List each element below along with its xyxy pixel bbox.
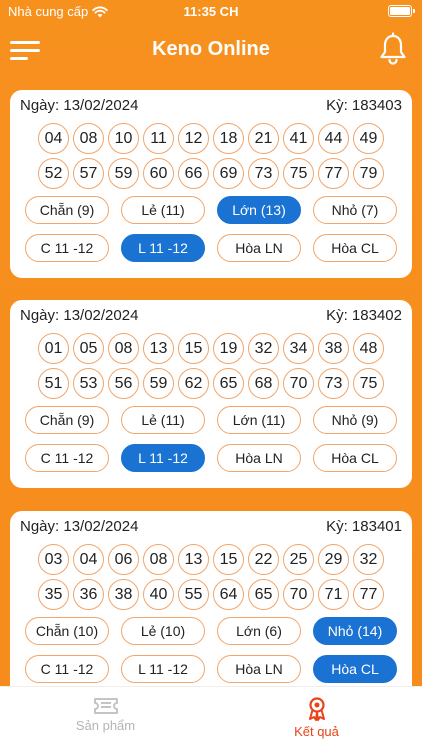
number-row <box>10 333 412 364</box>
number-ball: 04 <box>38 123 69 154</box>
stat-pill[interactable]: Hòa CL <box>313 234 397 262</box>
result-card <box>10 90 412 278</box>
nav-bar <box>0 28 422 74</box>
tab-results[interactable] <box>211 687 422 750</box>
stat-pill[interactable]: Lớn (13) <box>217 196 301 224</box>
stat-pill[interactable]: L 11 -12 <box>121 234 205 262</box>
number-ball: 53 <box>73 368 104 399</box>
number-ball: 65 <box>248 579 279 610</box>
stat-row <box>10 444 412 472</box>
stat-pill[interactable]: Hòa LN <box>217 655 301 683</box>
status-time: 11:35 CH <box>183 4 239 19</box>
number-ball: 51 <box>38 368 69 399</box>
result-card <box>10 300 412 488</box>
number-row <box>10 579 412 610</box>
card-header <box>20 307 402 324</box>
draw-date: Ngày: 13/02/2024 <box>20 518 139 535</box>
stat-pill[interactable]: Lớn (11) <box>217 406 301 434</box>
carrier-label: Nhà cung cấp <box>8 4 89 19</box>
number-ball: 70 <box>283 579 314 610</box>
stat-row <box>10 655 412 683</box>
number-ball: 57 <box>73 158 104 189</box>
draw-date: Ngày: 13/02/2024 <box>20 97 139 114</box>
number-ball: 68 <box>248 368 279 399</box>
number-ball: 65 <box>213 368 244 399</box>
number-ball: 05 <box>73 333 104 364</box>
number-ball: 69 <box>213 158 244 189</box>
draw-id: Kỳ: 183402 <box>326 307 402 324</box>
number-ball: 40 <box>143 579 174 610</box>
number-row <box>10 158 412 189</box>
stat-pill[interactable]: Nhỏ (9) <box>313 406 397 434</box>
result-card <box>10 511 412 699</box>
tab-products-label: Sản phẩm <box>75 718 136 733</box>
stat-pill[interactable]: Lẻ (11) <box>121 196 205 224</box>
number-row <box>10 123 412 154</box>
number-ball: 62 <box>178 368 209 399</box>
number-ball: 15 <box>213 544 244 575</box>
number-ball: 32 <box>248 333 279 364</box>
number-ball: 29 <box>318 544 349 575</box>
number-ball: 44 <box>318 123 349 154</box>
stat-pill[interactable]: Chẵn (9) <box>25 196 109 224</box>
number-ball: 15 <box>178 333 209 364</box>
number-ball: 13 <box>143 333 174 364</box>
award-icon <box>306 697 328 721</box>
number-ball: 19 <box>213 333 244 364</box>
draw-date: Ngày: 13/02/2024 <box>20 307 139 324</box>
number-ball: 73 <box>318 368 349 399</box>
stat-pill[interactable]: Lẻ (11) <box>121 406 205 434</box>
stat-pill[interactable]: L 11 -12 <box>121 655 205 683</box>
ticket-icon <box>93 697 119 715</box>
number-ball: 41 <box>283 123 314 154</box>
stat-pill[interactable]: Lẻ (10) <box>121 617 205 645</box>
number-ball: 59 <box>108 158 139 189</box>
number-ball: 77 <box>353 579 384 610</box>
number-ball: 01 <box>38 333 69 364</box>
stat-pill[interactable]: Lớn (6) <box>217 617 301 645</box>
number-ball: 08 <box>108 333 139 364</box>
number-ball: 10 <box>108 123 139 154</box>
stat-pill[interactable]: Hòa CL <box>313 655 397 683</box>
number-ball: 08 <box>73 123 104 154</box>
stat-row <box>10 234 412 262</box>
number-ball: 48 <box>353 333 384 364</box>
number-ball: 75 <box>283 158 314 189</box>
number-ball: 77 <box>318 158 349 189</box>
number-ball: 38 <box>108 579 139 610</box>
stat-pill[interactable]: Hòa LN <box>217 234 301 262</box>
stat-pill[interactable]: Nhỏ (7) <box>313 196 397 224</box>
number-ball: 06 <box>108 544 139 575</box>
page-title: Keno Online <box>152 38 270 60</box>
number-ball: 04 <box>73 544 104 575</box>
number-ball: 13 <box>178 544 209 575</box>
stat-pill[interactable]: Chẵn (10) <box>25 617 109 645</box>
number-ball: 71 <box>318 579 349 610</box>
number-ball: 35 <box>38 579 69 610</box>
number-ball: 73 <box>248 158 279 189</box>
number-row <box>10 368 412 399</box>
tab-bar <box>0 686 422 750</box>
stat-pill[interactable]: C 11 -12 <box>25 234 109 262</box>
stat-pill[interactable]: Hòa CL <box>313 444 397 472</box>
number-ball: 38 <box>318 333 349 364</box>
status-bar <box>0 0 422 24</box>
number-ball: 56 <box>108 368 139 399</box>
tab-products[interactable] <box>0 687 211 750</box>
number-ball: 25 <box>283 544 314 575</box>
draw-id: Kỳ: 183401 <box>326 518 402 535</box>
stat-pill[interactable]: L 11 -12 <box>121 444 205 472</box>
number-ball: 21 <box>248 123 279 154</box>
battery-icon <box>388 5 412 17</box>
stat-row <box>10 406 412 434</box>
number-ball: 08 <box>143 544 174 575</box>
stat-row <box>10 617 412 645</box>
number-ball: 66 <box>178 158 209 189</box>
number-ball: 18 <box>213 123 244 154</box>
number-ball: 12 <box>178 123 209 154</box>
number-ball: 49 <box>353 123 384 154</box>
stat-pill[interactable]: Chẵn (9) <box>25 406 109 434</box>
number-ball: 59 <box>143 368 174 399</box>
number-ball: 32 <box>353 544 384 575</box>
number-ball: 11 <box>143 123 174 154</box>
stat-pill[interactable]: Hòa LN <box>217 444 301 472</box>
notifications-button[interactable] <box>378 32 408 68</box>
number-ball: 60 <box>143 158 174 189</box>
stat-pill[interactable]: C 11 -12 <box>25 655 109 683</box>
number-ball: 36 <box>73 579 104 610</box>
number-ball: 79 <box>353 158 384 189</box>
number-ball: 22 <box>248 544 279 575</box>
number-ball: 03 <box>38 544 69 575</box>
stat-row <box>10 196 412 224</box>
draw-id: Kỳ: 183403 <box>326 97 402 114</box>
card-header <box>20 518 402 535</box>
number-ball: 64 <box>213 579 244 610</box>
number-ball: 75 <box>353 368 384 399</box>
number-ball: 34 <box>283 333 314 364</box>
card-header <box>20 97 402 114</box>
number-ball: 55 <box>178 579 209 610</box>
stat-pill[interactable]: Nhỏ (14) <box>313 617 397 645</box>
number-ball: 52 <box>38 158 69 189</box>
number-ball: 70 <box>283 368 314 399</box>
tab-results-label: Kết quả <box>294 724 339 739</box>
stat-pill[interactable]: C 11 -12 <box>25 444 109 472</box>
bell-icon <box>378 32 408 66</box>
number-row <box>10 544 412 575</box>
